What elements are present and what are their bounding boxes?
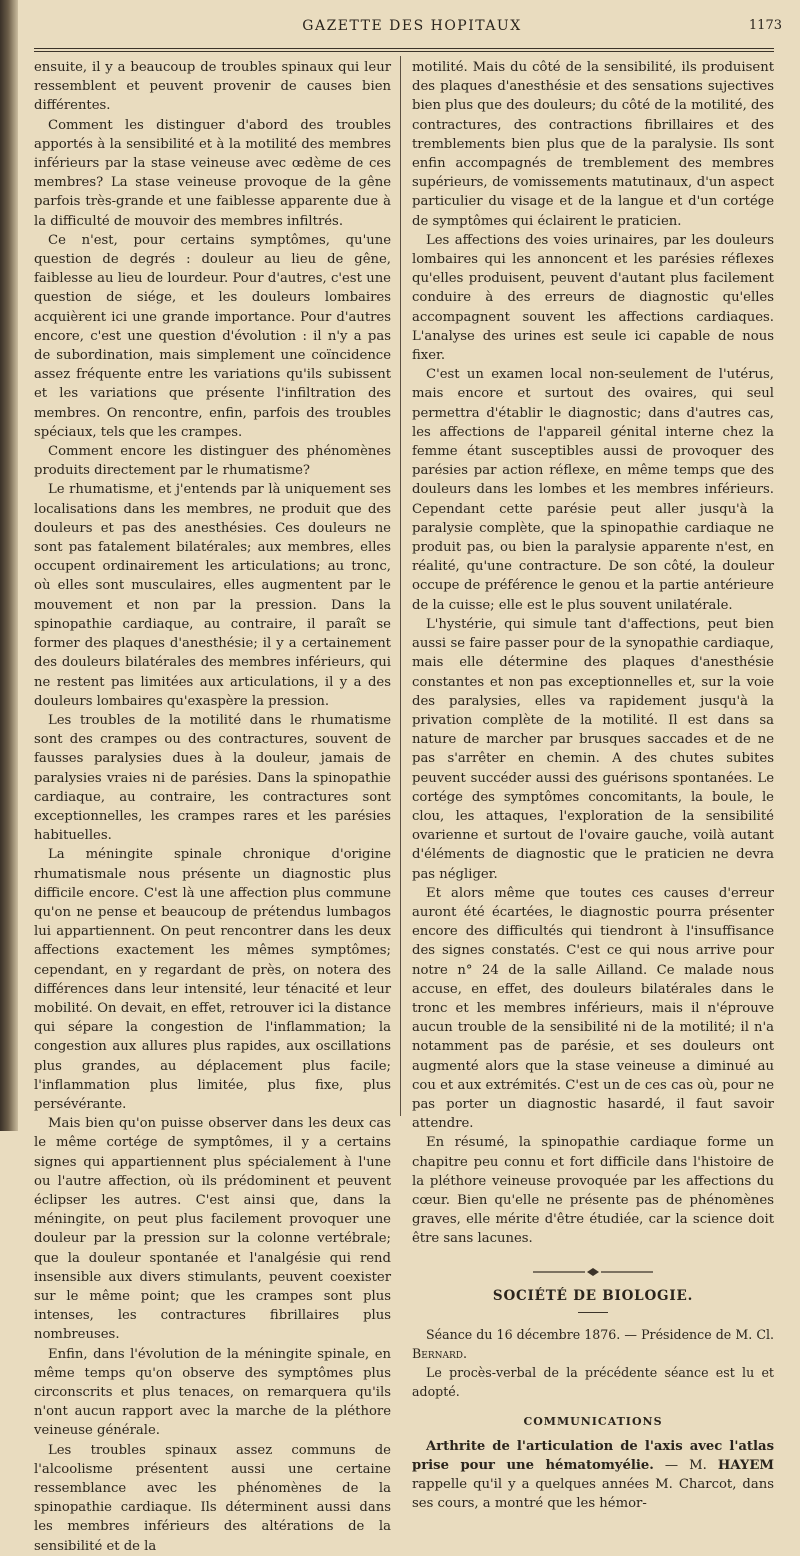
paragraph: Enfin, dans l'évolution de la méningite spinale, en même temps qu'on observe des symptômes plus circonscrits et plus tenaces, on remarquera qu'ils n'ont aucun rapport avec la marche de la pléthore veineuse générale. [34, 1346, 391, 1439]
communications-heading: COMMUNICATIONS [523, 1414, 663, 1428]
society-section [412, 1267, 774, 1313]
paragraph: Et alors même que toutes ces causes d'erreur auront été écartées, le diagnostic pourra présenter encore des difficultés qui tiendront à l'insuffisance des signes constatés. C'est ce qui nous arrive pour notre n° 24 de la salle Ailland. Ce malade nous accuse, en effet, des douleurs bilatérales dans le tronc et les membres inférieurs, mais il n'éprouve aucun trouble de la sensibilité ni de la motilité; il n'a notamment pas de parésie, et ses douleurs ont augmenté alors que la stase veineuse a diminué au cou et aux extrémités. C'est un de ces cas où, pour ne pas porter un diagnostic hasardé, il faut savoir attendre. [412, 885, 774, 1132]
article-title: Arthrite de l'articulation de l'axis avec l'atlas prise pour une hématomyélie. [412, 1438, 774, 1474]
paragraph: Les troubles spinaux assez communs de l'alcoolisme présentent aussi une certaine ressemblance avec les phénomènes de la spinopathie cardiaque. Ils déterminent aussi dans les membres inférieurs des altérations de la sensibilité et de la [34, 1442, 391, 1554]
paragraph: Comment les distinguer d'abord des troubles apportés à la sensibilité et à la motilité des membres inférieurs par la stase veineuse avec œdème de ces membres? La stase veineuse provoque de la gêne parfois très-grande et une faiblesse apparente due à la difficulté de mouvoir des membres infiltrés. [34, 117, 391, 229]
proces-verbal: Le procès-verbal de la précédente séance est lu et adopté. [412, 1365, 774, 1400]
article-text: rappelle qu'il y a quelques années M. Charcot, dans ses cours, a montré que les hémor- [412, 1477, 774, 1512]
seance-text: Séance du 16 décembre 1876. — Présidence de M. Cl. [426, 1326, 774, 1342]
paragraph: ensuite, il y a beaucoup de troubles spinaux qui leur ressemblent et peuvent provenir de causes bien différentes. [34, 60, 391, 114]
column-divider [400, 56, 401, 1116]
short-rule [578, 1312, 608, 1313]
paragraph: motilité. Mais du côté de la sensibilité, ils produisent des plaques d'anesthésie et des sensations sujectives bien plus que des douleurs; du côté de la motilité, des contractures, des contractions fibrillaires et des tremblements bien plus que de la paralysie. Ils sont enfin accompagnés de tremblement des membres supérieurs, de vomissements matutinaux, d'un aspect particulier du visage et de la langue et d'un cortége de symptômes qui éclairent le praticien. [412, 60, 774, 229]
seance-end: . [462, 1346, 467, 1361]
journal-title: GAZETTE DES HOPITAUX [302, 18, 522, 34]
paragraph: Le rhumatisme, et j'entends par là uniquement ses localisations dans les membres, ne produit que des douleurs et pas des anesthésies. Ces douleurs ne sont pas fatalement bilatérales; aux membres, elles occupent ordinairement les articulations; au tronc, où elles sont musculaires, elles augmentent par le mouvement et non par la pression. Dans la spinopathie cardiaque, au contraire, il paraît se former des plaques d'anesthésie; il y a certainement des douleurs bilatérales des membres inférieurs, qui ne restent pas limitées aux articulations, il y a des douleurs lombaires qu'exaspère la pression. [34, 482, 391, 709]
seance-line [412, 1325, 774, 1363]
right-column [412, 58, 774, 1514]
ornament-divider-icon [523, 1267, 663, 1277]
article-author: HAYEM [717, 1458, 774, 1474]
paragraph: Ce n'est, pour certains symptômes, qu'une question de degrés : douleur au lieu de gêne, faiblesse au lieu de lourdeur. Pour d'autres, c'est une question de siége, et les douleurs lombaires acquièrent ici une grande importance. Pour d'autres encore, c'est une question d'évolution : il n'y a pas de subordination, mais simplement une coïncidence assez fréquente entre les variations qu'ils subissent et les variations que présente l'infiltration des membres. On rencontre, enfin, parfois des troubles spéciaux, tels que les crampes. [34, 232, 391, 440]
header-rule [34, 48, 774, 52]
paragraph: Les troubles de la motilité dans le rhumatisme sont des crampes ou des contractures, souvent de fausses paralysies dues à la douleur, jamais de paralysies vraies ni de parésies. Dans la spinopathie cardiaque, au contraire, les contractures sont exceptionnelles, les crampes rares et les parésies habituelles. [34, 712, 391, 844]
book-spine-shadow [0, 0, 18, 1131]
page-number: 1173 [748, 18, 782, 33]
paragraph: Les affections des voies urinaires, par les douleurs lombaires qui les annoncent et les parésies réflexes qu'elles produisent, peuvent d'autant plus facilement conduire à des erreurs de diagnostic qu'elles accompagnent souvent les affections cardiaques. L'analyse des urines est seule ici capable de nous fixer. [412, 232, 774, 364]
paragraph: En résumé, la spinopathie cardiaque forme un chapitre peu connu et fort difficile dans l'histoire de la pléthore veineuse provoquée par les affections du cœur. Bien qu'elle ne présente pas de phénomènes graves, elle mérite d'être étudiée, car la science doit être sans lacunes. [412, 1135, 774, 1247]
article-paragraph [412, 1437, 774, 1514]
paragraph: C'est un examen local non-seulement de l'utérus, mais encore et surtout des ovaires, qui seul permettra d'établir le diagnostic; dans d'autres cas, les affections de l'appareil génital interne chez la femme étant susceptibles aussi de provoquer des parésies par action réflexe, en même temps que des douleurs dans les lombes et les membres inférieurs. Cependant cette parésie peut aller jusqu'à la paralysie complète, que la spinopathie cardiaque ne produit pas, ou bien la paralysie apparente n'est, en réalité, qu'une contracture. De son côté, la douleur occupe de préférence le genou et la partie antérieure de la cuisse; elle est le plus souvent unilatérale. [412, 367, 774, 613]
article-author-prefix: — M. [653, 1458, 718, 1474]
president-name: Bernard [412, 1346, 463, 1361]
newspaper-page [34, 0, 790, 1554]
paragraph: La méningite spinale chronique d'origine rhumatismale nous présente un diagnostic plus difficile encore. C'est là une affection plus commune qu'on ne pense et beaucoup de prétendus lumbagos lui appartiennent. On peut rencontrer dans les deux affections exactement les mêmes symptômes; cependant, en y regardant de près, on notera des différences dans leur intensité, leur ténacité et leur mobilité. On devait, en effet, retrouver ici la distance qui sépare la congestion de l'inflammation; la congestion aux allures plus rapides, aux oscillations plus grandes, au déplacement plus facile; l'inflammation plus limitée, plus fixe, plus persévérante. [34, 847, 391, 1112]
left-column [34, 58, 391, 1556]
paragraph: L'hystérie, qui simule tant d'affections, peut bien aussi se faire passer pour de la synopathie cardiaque, mais elle détermine des plaques d'anesthésie constantes et non pas exceptionnelles et, sur la voie des paralysies, elles va rapidement jusqu'à la privation complète de la motilité. Il est dans sa nature de marcher par brusques saccades et de ne pas s'arrêter en chemin. A des chutes subites peuvent succéder aussi des guérisons spontanées. Le cortége des symptômes concomitants, la boule, le clou, les attaques, l'exploration de la sensibilité ovarienne et surtout de l'ovaire gauche, voilà autant d'éléments de diagnostic que le praticien ne devra pas négliger. [412, 616, 774, 882]
paragraph: Mais bien qu'on puisse observer dans les deux cas le même cortége de symptômes, il y a certains signes qui appartiennent plus spécialement à l'une ou l'autre affection, où ils prédominent et peuvent éclipser les autres. C'est ainsi que, dans la méningite, on peut plus facilement provoquer une douleur par la pression sur la colonne vertébrale; que la douleur spontanée et l'analgésie qui rend insensible aux divers stimulants, peuvent coexister sur le même point; que les crampes sont plus intenses, les contractures fibrillaires plus nombreuses. [34, 1116, 391, 1343]
society-title: SOCIÉTÉ DE BIOLOGIE. [492, 1287, 694, 1304]
paragraph: Comment encore les distinguer des phénomènes produits directement par le rhumatisme? [34, 444, 391, 479]
page-header [34, 18, 790, 40]
